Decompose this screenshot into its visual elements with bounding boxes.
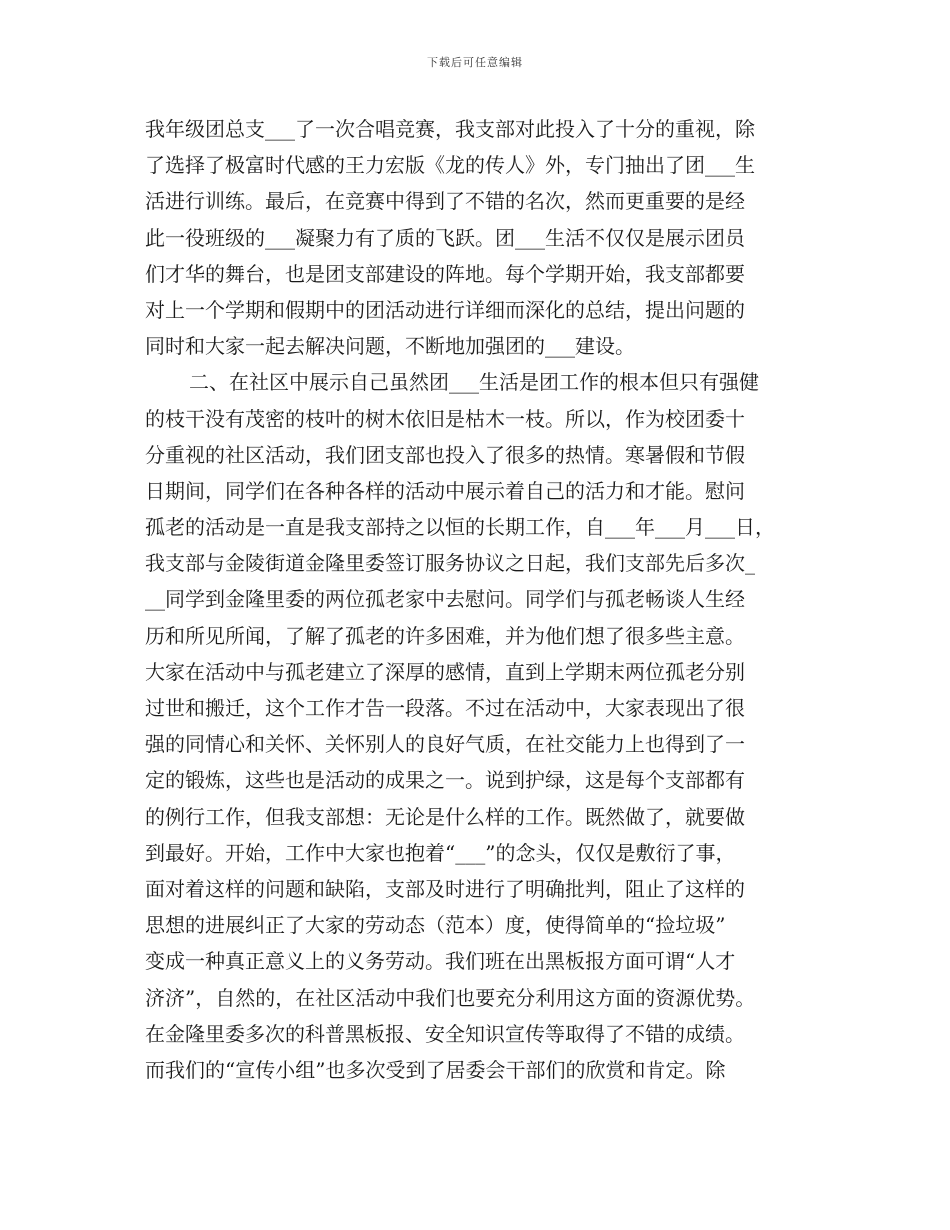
text-line: 对上一个学期和假期中的团活动进行详细而深化的总结，提出问题的 xyxy=(145,297,745,322)
text-line: 历和所见所闻，了解了孤老的许多困难，并为他们想了很多些主意。 xyxy=(145,623,745,648)
text-line: 大家在活动中与孤老建立了深厚的感情，直到上学期末两位孤老分别 xyxy=(145,659,745,684)
text-line: 变成一种真正意义上的义务劳动。我们班在出黑板报方面可谓“人才 xyxy=(145,949,736,974)
text-line: 此一役班级的___凝聚力有了质的飞跃。团___生活不仅仅是展示团员 xyxy=(145,225,745,250)
text-line: 分重视的社区活动，我们团支部也投入了很多的热情。寒暑假和节假 xyxy=(145,442,745,467)
text-line: 济济”，自然的，在社区活动中我们也要充分利用这方面的资源优势。 xyxy=(145,985,756,1010)
text-line: 了选择了极富时代感的王力宏版《龙的传人》外，专门抽出了团___生 xyxy=(145,153,755,178)
text-line: 的枝干没有茂密的枝叶的树木依旧是枯木一枝。所以，作为校团委十 xyxy=(145,406,745,431)
text-line: __同学到金隆里委的两位孤老家中去慰问。同学们与孤老畅谈人生经 xyxy=(145,587,745,612)
text-line: 我年级团总支___了一次合唱竞赛，我支部对此投入了十分的重视，除 xyxy=(145,117,755,141)
text-line: 日期间，同学们在各种各样的活动中展示着自己的活力和才能。慰问 xyxy=(145,478,745,503)
text-line: 们才华的舞台，也是团支部建设的阵地。每个学期开始，我支部都要 xyxy=(145,261,745,286)
text-line: 同时和大家一起去解决问题，不断地加强团的___建设。 xyxy=(145,334,635,359)
text-line: 而我们的“宣传小组”也多次受到了居委会干部们的欣赏和肯定。除 xyxy=(145,1057,726,1082)
text-line: 面对着这样的问题和缺陷，支部及时进行了明确批判，阻止了这样的 xyxy=(145,876,745,901)
text-line: 活进行训练。最后，在竞赛中得到了不错的名次，然而更重要的是经 xyxy=(145,189,745,214)
text-line: 过世和搬迁，这个工作才告一段落。不过在活动中，大家表现出了很 xyxy=(145,696,745,720)
text-line: 到最好。开始，工作中大家也抱着“___”的念头，仅仅是敷衍了事， xyxy=(145,840,736,865)
document-body xyxy=(145,111,805,1088)
text-line: 孤老的活动是一直是我支部持之以恒的长期工作，自___年___月___日， xyxy=(145,515,775,540)
text-line: 我支部与金陵街道金隆里委签订服务协议之日起，我们支部先后多次_ xyxy=(145,551,755,576)
text-line: 的例行工作，但我支部想：无论是什么样的工作。既然做了，就要做 xyxy=(145,804,745,829)
text-line: 定的锻炼，这些也是活动的成果之一。说到护绿，这是每个支部都有 xyxy=(145,768,745,793)
text-line: 强的同情心和关怀、关怀别人的良好气质，在社交能力上也得到了一 xyxy=(145,732,745,757)
page-header: 下载后可任意编辑 xyxy=(427,56,523,69)
text-line: 思想的进展纠正了大家的劳动态（范本）度，使得简单的“捡垃圾” xyxy=(145,913,726,938)
text-line: 二、在社区中展示自己虽然团___生活是团工作的根本但只有强健 xyxy=(189,370,759,395)
text-line: 在金隆里委多次的科普黑板报、安全知识宣传等取得了不错的成绩。 xyxy=(145,1021,745,1046)
